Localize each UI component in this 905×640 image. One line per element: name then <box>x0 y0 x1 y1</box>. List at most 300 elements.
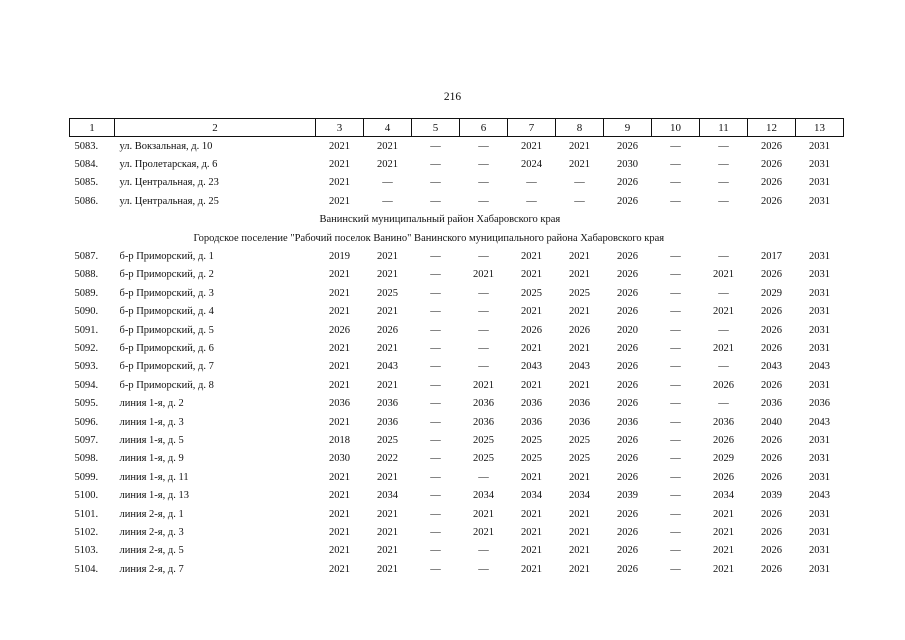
year-cell: 2031 <box>809 177 830 189</box>
address-cell: б-р Приморский, д. 7 <box>119 361 214 373</box>
year-cell: 2026 <box>617 471 638 483</box>
table-row <box>70 505 844 523</box>
year-cell: 2026 <box>713 379 734 391</box>
year-cell: 2043 <box>521 361 542 373</box>
year-cell: 2025 <box>569 434 590 446</box>
table-row <box>70 431 844 449</box>
year-cell: — <box>670 251 681 263</box>
year-cell: — <box>478 195 489 207</box>
year-cell: 2026 <box>713 434 734 446</box>
year-cell: 2034 <box>521 490 542 502</box>
year-cell: 2025 <box>473 434 494 446</box>
year-cell: — <box>478 159 489 171</box>
address-cell: линия 1-я, д. 3 <box>119 416 184 428</box>
year-cell: 2021 <box>713 526 734 538</box>
table-row <box>70 486 844 504</box>
subsection-heading: Городское поселение "Рабочий поселок Ванино" Ванинского муниципального района Хабаровского края <box>193 232 665 244</box>
address-cell: б-р Приморский, д. 3 <box>119 287 214 299</box>
row-number: 5087. <box>74 251 99 263</box>
column-header-8: 8 <box>556 119 604 137</box>
year-cell: 2026 <box>617 508 638 520</box>
table-row <box>70 450 844 468</box>
address-cell: линия 2-я, д. 3 <box>119 526 184 538</box>
year-cell: 2025 <box>521 434 542 446</box>
year-cell: 2036 <box>713 416 734 428</box>
subsection-heading-row <box>70 229 844 247</box>
year-cell: — <box>478 306 489 318</box>
section-heading-row <box>70 211 844 229</box>
row-number: 5089. <box>74 287 99 299</box>
year-cell: 2026 <box>761 177 782 189</box>
page-number: 216 <box>443 91 462 103</box>
year-cell: 2026 <box>617 434 638 446</box>
year-cell: — <box>718 251 729 263</box>
year-cell: 2036 <box>521 398 542 410</box>
year-cell: 2021 <box>521 306 542 318</box>
table-row <box>70 155 844 173</box>
year-cell: 2026 <box>617 379 638 391</box>
year-cell: 2021 <box>521 379 542 391</box>
year-cell: — <box>478 471 489 483</box>
year-cell: 2034 <box>569 490 590 502</box>
year-cell: 2026 <box>521 324 542 336</box>
table-body <box>70 137 844 579</box>
column-header-13: 13 <box>796 119 844 137</box>
year-cell: 2026 <box>617 342 638 354</box>
column-header-5: 5 <box>412 119 460 137</box>
year-cell: — <box>526 177 537 189</box>
address-cell: б-р Приморский, д. 1 <box>119 251 214 263</box>
address-cell: линия 2-я, д. 7 <box>119 563 184 575</box>
year-cell: — <box>430 490 441 502</box>
year-cell: 2036 <box>329 398 350 410</box>
row-number: 5084. <box>74 159 99 171</box>
column-header-4: 4 <box>364 119 412 137</box>
year-cell: 2021 <box>473 269 494 281</box>
year-cell: 2030 <box>329 453 350 465</box>
year-cell: 2021 <box>377 251 398 263</box>
table-row <box>70 247 844 265</box>
year-cell: 2026 <box>761 545 782 557</box>
address-cell: линия 1-я, д. 11 <box>119 471 189 483</box>
year-cell: 2021 <box>521 508 542 520</box>
year-cell: — <box>478 361 489 373</box>
year-cell: 2021 <box>377 342 398 354</box>
row-number: 5095. <box>74 398 99 410</box>
year-cell: 2021 <box>569 342 590 354</box>
address-cell: линия 1-я, д. 9 <box>119 453 184 465</box>
table-row <box>70 523 844 541</box>
year-cell: 2026 <box>329 324 350 336</box>
row-number: 5104. <box>74 563 99 575</box>
year-cell: 2021 <box>569 269 590 281</box>
year-cell: 2026 <box>617 453 638 465</box>
year-cell: 2034 <box>473 490 494 502</box>
year-cell: — <box>478 177 489 189</box>
year-cell: — <box>430 453 441 465</box>
year-cell: 2021 <box>329 416 350 428</box>
year-cell: 2021 <box>377 379 398 391</box>
year-cell: — <box>670 379 681 391</box>
year-cell: — <box>478 251 489 263</box>
address-cell: б-р Приморский, д. 5 <box>119 324 214 336</box>
year-cell: 2021 <box>569 563 590 575</box>
column-header-3: 3 <box>316 119 364 137</box>
year-cell: 2031 <box>809 342 830 354</box>
year-cell: 2022 <box>377 453 398 465</box>
year-cell: 2031 <box>809 545 830 557</box>
column-header-11: 11 <box>700 119 748 137</box>
year-cell: — <box>670 287 681 299</box>
year-cell: 2025 <box>377 434 398 446</box>
row-number: 5098. <box>74 453 99 465</box>
table-row <box>70 137 844 156</box>
year-cell: — <box>670 195 681 207</box>
year-cell: — <box>478 140 489 152</box>
year-cell: 2031 <box>809 526 830 538</box>
year-cell: 2026 <box>761 269 782 281</box>
year-cell: 2021 <box>521 526 542 538</box>
year-cell: — <box>430 251 441 263</box>
address-cell: линия 1-я, д. 2 <box>119 398 184 410</box>
year-cell: 2021 <box>569 306 590 318</box>
year-cell: 2026 <box>617 306 638 318</box>
year-cell: 2026 <box>617 140 638 152</box>
year-cell: 2031 <box>809 508 830 520</box>
year-cell: 2031 <box>809 159 830 171</box>
year-cell: 2021 <box>521 563 542 575</box>
year-cell: 2021 <box>329 526 350 538</box>
year-cell: — <box>430 416 441 428</box>
section-heading: Ванинский муниципальный район Хабаровского края <box>319 214 561 226</box>
year-cell: — <box>670 490 681 502</box>
year-cell: 2026 <box>761 471 782 483</box>
year-cell: — <box>670 526 681 538</box>
year-cell: 2021 <box>713 342 734 354</box>
address-cell: ул. Пролетарская, д. 6 <box>119 159 218 171</box>
year-cell: 2026 <box>761 379 782 391</box>
row-number: 5103. <box>74 545 99 557</box>
address-cell: б-р Приморский, д. 8 <box>119 379 214 391</box>
table-row <box>70 174 844 192</box>
year-cell: — <box>382 195 393 207</box>
table-row <box>70 284 844 302</box>
table-row <box>70 394 844 412</box>
year-cell: — <box>430 526 441 538</box>
year-cell: 2021 <box>329 471 350 483</box>
year-cell: 2026 <box>761 453 782 465</box>
year-cell: 2021 <box>329 140 350 152</box>
table-row <box>70 321 844 339</box>
year-cell: — <box>382 177 393 189</box>
year-cell: 2021 <box>377 306 398 318</box>
year-cell: 2021 <box>329 361 350 373</box>
table-row <box>70 468 844 486</box>
year-cell: 2025 <box>521 453 542 465</box>
column-header-10: 10 <box>652 119 700 137</box>
year-cell: — <box>718 287 729 299</box>
year-cell: 2039 <box>761 490 782 502</box>
year-cell: — <box>670 361 681 373</box>
year-cell: — <box>670 342 681 354</box>
year-cell: — <box>430 140 441 152</box>
row-number: 5102. <box>74 526 99 538</box>
year-cell: 2026 <box>617 361 638 373</box>
column-header-12: 12 <box>748 119 796 137</box>
year-cell: 2021 <box>377 140 398 152</box>
year-cell: 2025 <box>569 287 590 299</box>
address-cell: ул. Вокзальная, д. 10 <box>119 140 213 152</box>
year-cell: — <box>574 195 585 207</box>
year-cell: — <box>430 177 441 189</box>
year-cell: 2039 <box>617 490 638 502</box>
year-cell: 2031 <box>809 140 830 152</box>
year-cell: — <box>478 545 489 557</box>
year-cell: 2021 <box>329 269 350 281</box>
year-cell: 2026 <box>617 398 638 410</box>
row-number: 5100. <box>74 490 99 502</box>
table-row <box>70 358 844 376</box>
year-cell: 2021 <box>713 508 734 520</box>
year-cell: — <box>430 398 441 410</box>
year-cell: 2031 <box>809 195 830 207</box>
year-cell: — <box>430 434 441 446</box>
table-row <box>70 413 844 431</box>
year-cell: 2021 <box>569 379 590 391</box>
year-cell: 2043 <box>809 490 830 502</box>
address-cell: линия 1-я, д. 5 <box>119 434 184 446</box>
year-cell: — <box>670 471 681 483</box>
row-number: 5083. <box>74 140 99 152</box>
year-cell: 2025 <box>473 453 494 465</box>
year-cell: — <box>670 563 681 575</box>
year-cell: — <box>478 342 489 354</box>
year-cell: 2026 <box>617 545 638 557</box>
year-cell: 2021 <box>329 195 350 207</box>
year-cell: — <box>670 177 681 189</box>
year-cell: 2031 <box>809 306 830 318</box>
year-cell: 2020 <box>617 324 638 336</box>
year-cell: — <box>430 324 441 336</box>
year-cell: 2029 <box>761 287 782 299</box>
year-cell: 2021 <box>473 379 494 391</box>
year-cell: 2021 <box>377 159 398 171</box>
year-cell: 2026 <box>761 526 782 538</box>
year-cell: 2031 <box>809 269 830 281</box>
column-header-2: 2 <box>115 119 316 137</box>
row-number: 5101. <box>74 508 99 520</box>
row-number: 5093. <box>74 361 99 373</box>
year-cell: — <box>430 379 441 391</box>
column-header-7: 7 <box>508 119 556 137</box>
year-cell: 2043 <box>569 361 590 373</box>
year-cell: 2026 <box>617 177 638 189</box>
year-cell: 2021 <box>473 508 494 520</box>
year-cell: — <box>526 195 537 207</box>
year-cell: 2021 <box>329 177 350 189</box>
year-cell: 2021 <box>377 526 398 538</box>
row-number: 5097. <box>74 434 99 446</box>
year-cell: 2026 <box>761 140 782 152</box>
year-cell: 2036 <box>473 416 494 428</box>
row-number: 5099. <box>74 471 99 483</box>
year-cell: 2018 <box>329 434 350 446</box>
year-cell: — <box>430 563 441 575</box>
year-cell: 2021 <box>377 269 398 281</box>
address-cell: ул. Центральная, д. 25 <box>119 195 219 207</box>
year-cell: 2021 <box>377 563 398 575</box>
year-cell: 2026 <box>761 324 782 336</box>
year-cell: 2036 <box>377 416 398 428</box>
year-cell: 2031 <box>809 379 830 391</box>
year-cell: 2026 <box>377 324 398 336</box>
year-cell: 2021 <box>521 342 542 354</box>
year-cell: 2034 <box>713 490 734 502</box>
year-cell: 2021 <box>329 287 350 299</box>
year-cell: 2021 <box>713 306 734 318</box>
year-cell: 2021 <box>521 269 542 281</box>
row-number: 5094. <box>74 379 99 391</box>
column-header-1: 1 <box>70 119 115 137</box>
year-cell: — <box>718 177 729 189</box>
year-cell: 2021 <box>569 508 590 520</box>
year-cell: — <box>718 398 729 410</box>
year-cell: 2019 <box>329 251 350 263</box>
table-header-row <box>70 119 844 137</box>
year-cell: — <box>574 177 585 189</box>
table-row <box>70 266 844 284</box>
year-cell: 2043 <box>809 361 830 373</box>
year-cell: 2043 <box>377 361 398 373</box>
table-row <box>70 542 844 560</box>
column-header-6: 6 <box>460 119 508 137</box>
year-cell: — <box>430 545 441 557</box>
table-row <box>70 560 844 578</box>
year-cell: 2036 <box>521 416 542 428</box>
year-cell: 2036 <box>377 398 398 410</box>
year-cell: 2021 <box>569 526 590 538</box>
year-cell: 2025 <box>521 287 542 299</box>
year-cell: 2043 <box>761 361 782 373</box>
year-cell: — <box>670 398 681 410</box>
year-cell: 2031 <box>809 324 830 336</box>
year-cell: 2021 <box>329 563 350 575</box>
table-row <box>70 303 844 321</box>
year-cell: — <box>430 508 441 520</box>
year-cell: 2021 <box>569 159 590 171</box>
year-cell: 2034 <box>377 490 398 502</box>
year-cell: 2021 <box>377 545 398 557</box>
year-cell: 2021 <box>521 140 542 152</box>
address-cell: б-р Приморский, д. 6 <box>119 342 214 354</box>
year-cell: 2031 <box>809 453 830 465</box>
row-number: 5092. <box>74 342 99 354</box>
year-cell: — <box>478 324 489 336</box>
year-cell: 2026 <box>617 269 638 281</box>
table-row <box>70 376 844 394</box>
address-cell: линия 2-я, д. 1 <box>119 508 184 520</box>
year-cell: 2031 <box>809 287 830 299</box>
year-cell: 2036 <box>569 398 590 410</box>
year-cell: 2021 <box>521 251 542 263</box>
year-cell: 2026 <box>617 251 638 263</box>
year-cell: 2026 <box>713 471 734 483</box>
address-cell: линия 1-я, д. 13 <box>119 490 189 502</box>
column-header-9: 9 <box>604 119 652 137</box>
year-cell: 2031 <box>809 434 830 446</box>
year-cell: 2026 <box>761 563 782 575</box>
year-cell: 2026 <box>617 195 638 207</box>
year-cell: — <box>670 324 681 336</box>
year-cell: 2043 <box>809 416 830 428</box>
year-cell: — <box>670 508 681 520</box>
year-cell: 2026 <box>569 324 590 336</box>
year-cell: 2036 <box>761 398 782 410</box>
row-number: 5096. <box>74 416 99 428</box>
year-cell: 2021 <box>713 269 734 281</box>
year-cell: — <box>718 324 729 336</box>
address-cell: ул. Центральная, д. 23 <box>119 177 219 189</box>
year-cell: 2029 <box>713 453 734 465</box>
year-cell: 2026 <box>617 563 638 575</box>
year-cell: 2031 <box>809 251 830 263</box>
year-cell: 2021 <box>569 251 590 263</box>
year-cell: — <box>670 159 681 171</box>
year-cell: 2021 <box>329 159 350 171</box>
address-cell: линия 2-я, д. 5 <box>119 545 184 557</box>
year-cell: — <box>430 306 441 318</box>
year-cell: 2021 <box>521 471 542 483</box>
row-number: 5088. <box>74 269 99 281</box>
year-cell: 2026 <box>761 508 782 520</box>
year-cell: — <box>430 269 441 281</box>
year-cell: — <box>670 434 681 446</box>
year-cell: 2021 <box>329 508 350 520</box>
year-cell: 2017 <box>761 251 782 263</box>
year-cell: 2025 <box>377 287 398 299</box>
year-cell: — <box>718 195 729 207</box>
year-cell: — <box>718 159 729 171</box>
row-number: 5091. <box>74 324 99 336</box>
year-cell: — <box>430 195 441 207</box>
year-cell: 2026 <box>617 526 638 538</box>
year-cell: 2036 <box>617 416 638 428</box>
year-cell: — <box>718 361 729 373</box>
year-cell: 2021 <box>713 563 734 575</box>
year-cell: — <box>670 140 681 152</box>
year-cell: 2036 <box>569 416 590 428</box>
year-cell: 2021 <box>377 471 398 483</box>
year-cell: — <box>430 342 441 354</box>
year-cell: 2026 <box>617 287 638 299</box>
year-cell: — <box>478 287 489 299</box>
year-cell: — <box>430 159 441 171</box>
year-cell: 2021 <box>329 545 350 557</box>
year-cell: 2036 <box>473 398 494 410</box>
year-cell: 2031 <box>809 471 830 483</box>
year-cell: 2021 <box>569 140 590 152</box>
address-cell: б-р Приморский, д. 4 <box>119 306 214 318</box>
row-number: 5085. <box>74 177 99 189</box>
table-row <box>70 192 844 210</box>
year-cell: 2024 <box>521 159 542 171</box>
year-cell: 2021 <box>329 379 350 391</box>
year-cell: — <box>430 361 441 373</box>
year-cell: 2036 <box>809 398 830 410</box>
year-cell: 2021 <box>569 471 590 483</box>
year-cell: 2026 <box>761 306 782 318</box>
table-row <box>70 339 844 357</box>
